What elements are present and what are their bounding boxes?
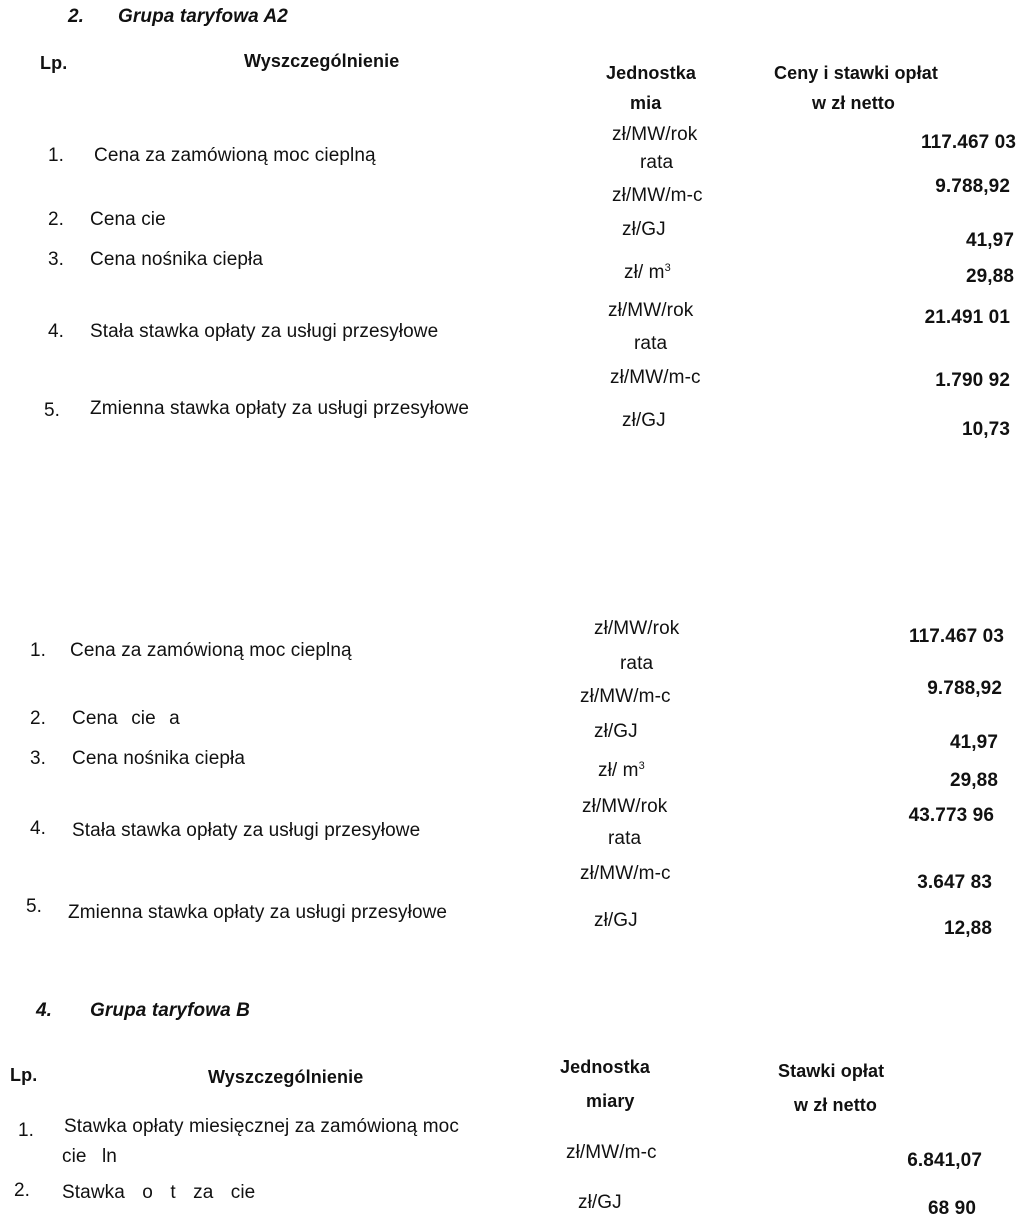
row-description: Cena za zamówioną moc cieplną: [94, 145, 376, 166]
row-unit: zł/ $m^3$: [624, 262, 671, 283]
row-value: 41,97: [949, 732, 998, 753]
header-price-line2: w zł netto: [812, 93, 895, 113]
row-description: Cena za zamówioną moc cieplną: [70, 640, 352, 661]
row-value-monthly: 9.788,92: [927, 678, 1002, 699]
header-price-line2: w zł netto: [794, 1095, 877, 1115]
row-unit-monthly: zł/MW/m-c: [580, 686, 671, 707]
row-description: Cena cie: [90, 209, 166, 230]
header-price: Stawki opłat: [778, 1061, 885, 1081]
row-number: 4.: [48, 321, 65, 342]
section-number: 2.: [68, 6, 85, 27]
header-unit: Jednostka: [606, 63, 696, 83]
row-unit: zł/MW/m-c: [566, 1142, 657, 1163]
row-number: 1.: [18, 1120, 35, 1141]
row-value: 41,97: [965, 230, 1014, 251]
header-unit: Jednostka: [560, 1057, 650, 1077]
row-value: 117.467 03: [908, 626, 1004, 647]
row-value: 21.491 01: [924, 307, 1010, 328]
row-number: 2.: [48, 209, 65, 230]
row-description: Stała stawka opłaty za usługi przesyłowe: [90, 321, 439, 342]
row-number: 5.: [26, 896, 43, 917]
row-value-monthly: 9.788,92: [935, 176, 1010, 197]
row-description: Cena cie a: [72, 708, 180, 729]
row-value: 12,88: [943, 918, 992, 939]
row-number: 4.: [30, 818, 47, 839]
row-value: 6.841,07: [907, 1150, 982, 1171]
row-description: Stawka o t za cie: [62, 1182, 256, 1203]
row-unit-installment: rata: [634, 333, 668, 354]
section-title: Grupa taryfowa B: [90, 1000, 250, 1021]
row-unit: zł/MW/rok: [582, 796, 668, 817]
row-number: 2.: [30, 708, 47, 729]
row-number: 1.: [48, 145, 65, 166]
row-value: 29,88: [949, 770, 998, 791]
row-value-monthly: 1.790 92: [935, 370, 1010, 391]
header-description: Wyszczególnienie: [244, 51, 400, 71]
row-description: Cena nośnika ciepła: [72, 748, 246, 769]
row-unit: zł/MW/rok: [608, 300, 694, 321]
header-lp: Lp.: [40, 53, 68, 73]
row-number: 5.: [44, 400, 61, 421]
row-value: 117.467 03: [920, 132, 1016, 153]
row-number: 3.: [30, 748, 47, 769]
row-value: 10,73: [961, 419, 1010, 440]
row-number: 3.: [48, 249, 65, 270]
row-unit-monthly: zł/MW/m-c: [580, 863, 671, 884]
header-lp: Lp.: [10, 1065, 38, 1085]
header-unit-line2: mia: [630, 93, 662, 113]
row-number: 2.: [14, 1180, 31, 1201]
row-description: Zmienna stawka opłaty za usługi przesyłowe: [68, 902, 448, 923]
row-unit: zł/MW/rok: [594, 618, 680, 639]
header-price: Ceny i stawki opłat: [774, 63, 938, 83]
row-description: Stała stawka opłaty za usługi przesyłowe: [72, 820, 421, 841]
row-value: 68 90: [927, 1198, 976, 1219]
row-unit-installment: rata: [640, 152, 674, 173]
row-unit-monthly: zł/MW/m-c: [612, 185, 703, 206]
section-title: Grupa taryfowa A2: [118, 6, 288, 27]
row-unit-installment: rata: [620, 653, 654, 674]
row-value-monthly: 3.647 83: [917, 872, 992, 893]
row-unit-monthly: zł/MW/m-c: [610, 367, 701, 388]
row-value: 43.773 96: [908, 805, 994, 826]
row-unit: zł/ $m^3$: [598, 760, 645, 781]
row-description: Zmienna stawka opłaty za usługi przesyłowe: [90, 398, 470, 419]
row-unit: zł/GJ: [622, 410, 666, 431]
row-unit: zł/GJ: [578, 1192, 622, 1213]
header-description: Wyszczególnienie: [208, 1067, 364, 1087]
row-value: 29,88: [965, 266, 1014, 287]
row-number: 1.: [30, 640, 47, 661]
row-description: Cena nośnika ciepła: [90, 249, 264, 270]
row-unit: zł/GJ: [594, 721, 638, 742]
row-unit: zł/GJ: [594, 910, 638, 931]
row-unit: zł/GJ: [622, 219, 666, 240]
section-number: 4.: [36, 1000, 53, 1021]
row-unit: zł/MW/rok: [612, 124, 698, 145]
row-unit-installment: rata: [608, 828, 642, 849]
header-unit-line2: miary: [586, 1091, 635, 1111]
row-description-line2: cie ln: [62, 1146, 117, 1167]
row-description: Stawka opłaty miesięcznej za zamówioną moc: [64, 1116, 459, 1137]
